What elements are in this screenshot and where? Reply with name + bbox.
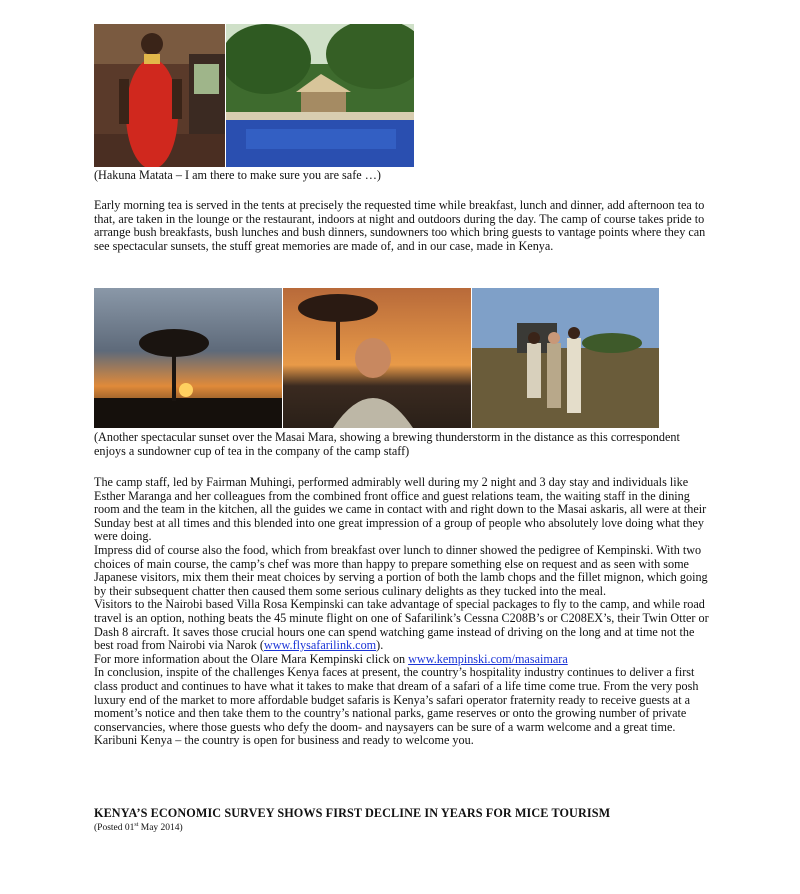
paragraph-tea: Early morning tea is served in the tents at precisely the requested time while breakfast, lunch and dinner, add afternoon tea to that, are taken in the lounge or the restaurant, indoors at night and outdoors during the day. The camp of course takes pride to arrange bush breakfasts, bush lunches and bush dinners, sundowners too which bring guests to vantage points where they can see spectacular sunsets, the stuff great memories are made of, and in our case, made in Kenya. <box>94 198 706 253</box>
pool-photo <box>226 24 414 167</box>
caption-top: (Hakuna Matata – I am there to make sure you are safe …) <box>94 168 381 182</box>
posted-ordinal: st <box>134 822 139 828</box>
paragraph-food: Impress did of course also the food, which from breakfast over lunch to dinner showed the pedigree of Kempinski. With two choices of main course, the camp’s chef was more than happy to prepare something else on request and as seen with some Japanese visitors, mix them their meat choices by serving a portion of both the lamb chops and the fillet mignon, which going by their subsequent chatter then caused them some serious culinary delights as they tucked into the meal. <box>94 542 708 598</box>
tea-correspondent-photo <box>283 288 471 428</box>
paragraph-travel <box>94 598 712 652</box>
kempinski-link[interactable]: www.kempinski.com/masaimara <box>408 651 568 666</box>
camp-staff-photo <box>472 288 659 428</box>
flysafarilink-link[interactable]: www.flysafarilink.com <box>263 638 377 653</box>
posted-text-post: May 2014) <box>138 823 183 834</box>
more-info-line <box>94 653 712 667</box>
travel-text-pre: Visitors to the Nairobi based Villa Rosa Kempinski can take advantage of special packages to fly to the camp, and while road travel is an option, nothing beats the 45 minute flight on one of Safarilink’s Cessna C208B’s or C208EX’s, their Twin Otter or Dash 8 aircraft. It saves those crucial hours one can spend watching game instead of driving on the long and at time not the best road from Nairobi via Narok ( <box>94 597 709 653</box>
article-body <box>94 476 712 748</box>
sunset-tree-photo <box>94 288 282 428</box>
caption-sunset: (Another spectacular sunset over the Masai Mara, showing a brewing thunderstorm in the distance as this correspondent enjoys a sundowner cup of tea in the company of the camp staff) <box>94 430 680 458</box>
paragraph-conclusion: In conclusion, inspite of the challenges Kenya faces at present, the country’s hospitality industry continues to deliver a first class product and continues to have what it takes to make that dream of a safari of a life time come true. From the very posh luxury end of the market to more affordable budget safaris is Kenya’s safari operator fraternity ready to receive guests at a moment’s notice and then take them to the country’s national parks, game reserves or onto the growing number of private conservancies, where those guests who defy the doom- and naysayers can be sure of a warm welcome and a great time. Karibuni Kenya – the country is open for business and ready to welcome you. <box>94 665 699 748</box>
more-info-text: For more information about the Olare Mara Kempinski click on <box>94 651 409 666</box>
posted-date <box>94 822 183 833</box>
travel-text-post: ). <box>376 638 384 653</box>
paragraph-staff: The camp staff, led by Fairman Muhingi, performed admirably well during my 2 night and 3 day stay and individuals like Esther Maranga and her colleagues from the combined front office and guest relations team, the waiting staff in the dining room and the team in the kitchen, all the guides we came in contact with and right down to the Masai askaris, all were at their Sunday best at all times and this blended into one great impression of a group of people who absolutely love doing what they were doing. <box>94 475 707 544</box>
posted-text-pre: (Posted 01 <box>94 823 135 834</box>
article-headline: KENYA’S ECONOMIC SURVEY SHOWS FIRST DECLINE IN YEARS FOR MICE TOURISM <box>94 806 611 820</box>
masai-guard-photo <box>94 24 225 167</box>
